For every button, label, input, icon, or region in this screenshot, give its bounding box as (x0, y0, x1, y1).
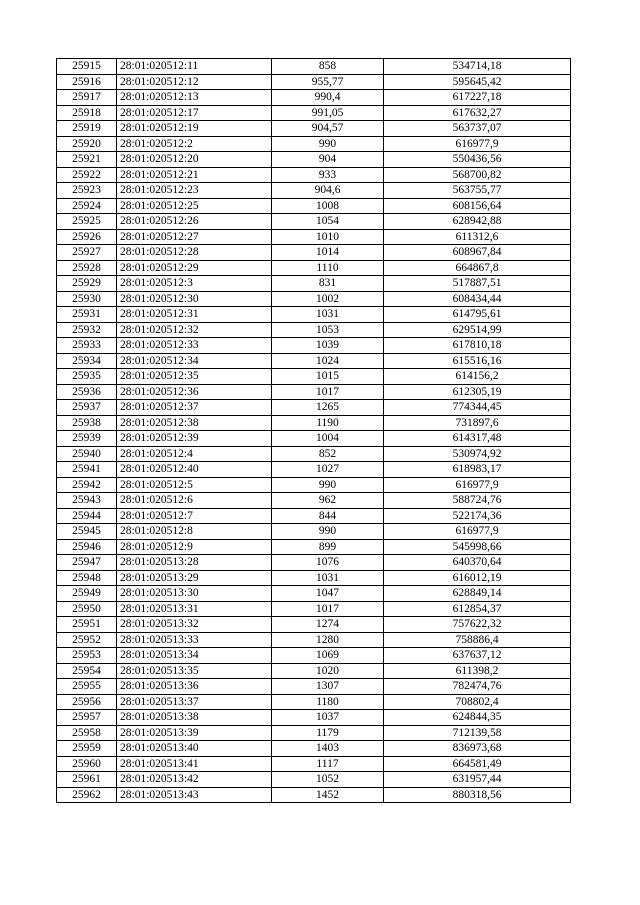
table-row (57, 183, 571, 199)
table-row (57, 648, 571, 664)
row-number-cell: 25945 (57, 524, 117, 540)
row-number-cell: 25926 (57, 229, 117, 245)
table-row (57, 136, 571, 152)
cadastral-value-cell: 836973,68 (384, 741, 571, 757)
row-number-cell: 25948 (57, 570, 117, 586)
row-number-cell: 25917 (57, 90, 117, 106)
cadastral-value-cell: 631957,44 (384, 772, 571, 788)
table-row (57, 741, 571, 757)
cadastral-number-cell: 28:01:020513:35 (117, 663, 272, 679)
cadastral-value-cell: 731897,6 (384, 415, 571, 431)
cadastral-number-cell: 28:01:020512:29 (117, 260, 272, 276)
area-cell: 1052 (272, 772, 384, 788)
area-cell: 1031 (272, 307, 384, 323)
row-number-cell: 25932 (57, 322, 117, 338)
cadastral-value-cell: 614156,2 (384, 369, 571, 385)
table-row (57, 338, 571, 354)
area-cell: 1002 (272, 291, 384, 307)
table-row (57, 772, 571, 788)
area-cell: 990 (272, 136, 384, 152)
area-cell: 1027 (272, 462, 384, 478)
cadastral-value-cell: 550436,56 (384, 152, 571, 168)
cadastral-value-cell: 758886,4 (384, 632, 571, 648)
cadastral-number-cell: 28:01:020512:3 (117, 276, 272, 292)
cadastral-number-cell: 28:01:020512:5 (117, 477, 272, 493)
table-row (57, 198, 571, 214)
table-row (57, 632, 571, 648)
row-number-cell: 25959 (57, 741, 117, 757)
area-cell: 858 (272, 59, 384, 75)
table-row (57, 601, 571, 617)
table-row (57, 725, 571, 741)
area-cell: 955,77 (272, 74, 384, 90)
area-cell: 844 (272, 508, 384, 524)
cadastral-number-cell: 28:01:020513:28 (117, 555, 272, 571)
row-number-cell: 25949 (57, 586, 117, 602)
table-row (57, 431, 571, 447)
area-cell: 1274 (272, 617, 384, 633)
table-row (57, 152, 571, 168)
cadastral-value-cell: 708802,4 (384, 694, 571, 710)
cadastral-value-cell: 534714,18 (384, 59, 571, 75)
area-cell: 1047 (272, 586, 384, 602)
row-number-cell: 25941 (57, 462, 117, 478)
row-number-cell: 25952 (57, 632, 117, 648)
area-cell: 1037 (272, 710, 384, 726)
row-number-cell: 25936 (57, 384, 117, 400)
cadastral-value-cell: 616012,19 (384, 570, 571, 586)
cadastral-number-cell: 28:01:020513:42 (117, 772, 272, 788)
area-cell: 904 (272, 152, 384, 168)
table-row (57, 787, 571, 803)
table-row (57, 400, 571, 416)
row-number-cell: 25935 (57, 369, 117, 385)
row-number-cell: 25929 (57, 276, 117, 292)
cadastral-number-cell: 28:01:020512:28 (117, 245, 272, 261)
row-number-cell: 25934 (57, 353, 117, 369)
cadastral-number-cell: 28:01:020512:38 (117, 415, 272, 431)
cadastral-number-cell: 28:01:020512:31 (117, 307, 272, 323)
cadastral-value-cell: 615516,16 (384, 353, 571, 369)
cadastral-number-cell: 28:01:020512:23 (117, 183, 272, 199)
cadastral-value-cell: 563737,07 (384, 121, 571, 137)
row-number-cell: 25928 (57, 260, 117, 276)
area-cell: 1403 (272, 741, 384, 757)
table-row (57, 570, 571, 586)
area-cell: 1054 (272, 214, 384, 230)
area-cell: 1020 (272, 663, 384, 679)
cadastral-value-cell: 640370,64 (384, 555, 571, 571)
cadastral-value-cell: 611312,6 (384, 229, 571, 245)
cadastral-value-cell: 608967,84 (384, 245, 571, 261)
row-number-cell: 25958 (57, 725, 117, 741)
cadastral-number-cell: 28:01:020513:36 (117, 679, 272, 695)
row-number-cell: 25951 (57, 617, 117, 633)
cadastral-value-cell: 616977,9 (384, 477, 571, 493)
table-row (57, 276, 571, 292)
row-number-cell: 25922 (57, 167, 117, 183)
cadastral-number-cell: 28:01:020513:41 (117, 756, 272, 772)
row-number-cell: 25921 (57, 152, 117, 168)
cadastral-value-cell: 616977,9 (384, 524, 571, 540)
cadastral-value-cell: 588724,76 (384, 493, 571, 509)
row-number-cell: 25933 (57, 338, 117, 354)
cadastral-value-cell: 608156,64 (384, 198, 571, 214)
area-cell: 831 (272, 276, 384, 292)
table-row (57, 105, 571, 121)
area-cell: 1307 (272, 679, 384, 695)
cadastral-number-cell: 28:01:020512:26 (117, 214, 272, 230)
row-number-cell: 25923 (57, 183, 117, 199)
row-number-cell: 25942 (57, 477, 117, 493)
area-cell: 1180 (272, 694, 384, 710)
table-row (57, 59, 571, 75)
table-row (57, 322, 571, 338)
cadastral-number-cell: 28:01:020513:37 (117, 694, 272, 710)
area-cell: 1031 (272, 570, 384, 586)
table-row (57, 121, 571, 137)
table-row (57, 555, 571, 571)
area-cell: 1110 (272, 260, 384, 276)
cadastral-number-cell: 28:01:020512:19 (117, 121, 272, 137)
cadastral-value-cell: 637637,12 (384, 648, 571, 664)
cadastral-value-cell: 629514,99 (384, 322, 571, 338)
cadastral-value-cell: 617227,18 (384, 90, 571, 106)
area-cell: 1015 (272, 369, 384, 385)
row-number-cell: 25961 (57, 772, 117, 788)
row-number-cell: 25953 (57, 648, 117, 664)
cadastral-value-cell: 712139,58 (384, 725, 571, 741)
row-number-cell: 25915 (57, 59, 117, 75)
row-number-cell: 25956 (57, 694, 117, 710)
cadastral-number-cell: 28:01:020512:12 (117, 74, 272, 90)
cadastral-value-table (56, 58, 571, 803)
row-number-cell: 25962 (57, 787, 117, 803)
row-number-cell: 25919 (57, 121, 117, 137)
table-row (57, 369, 571, 385)
area-cell: 1452 (272, 787, 384, 803)
cadastral-value-cell: 612854,37 (384, 601, 571, 617)
cadastral-number-cell: 28:01:020512:2 (117, 136, 272, 152)
cadastral-number-cell: 28:01:020513:29 (117, 570, 272, 586)
cadastral-number-cell: 28:01:020512:8 (117, 524, 272, 540)
cadastral-number-cell: 28:01:020513:30 (117, 586, 272, 602)
area-cell: 1117 (272, 756, 384, 772)
row-number-cell: 25947 (57, 555, 117, 571)
table-row (57, 307, 571, 323)
cadastral-number-cell: 28:01:020513:34 (117, 648, 272, 664)
table-row (57, 260, 571, 276)
table-row (57, 415, 571, 431)
cadastral-number-cell: 28:01:020512:7 (117, 508, 272, 524)
row-number-cell: 25946 (57, 539, 117, 555)
table-row (57, 446, 571, 462)
table-row (57, 229, 571, 245)
area-cell: 1053 (272, 322, 384, 338)
area-cell: 1076 (272, 555, 384, 571)
row-number-cell: 25938 (57, 415, 117, 431)
cadastral-number-cell: 28:01:020512:36 (117, 384, 272, 400)
cadastral-number-cell: 28:01:020512:35 (117, 369, 272, 385)
area-cell: 1017 (272, 384, 384, 400)
row-number-cell: 25920 (57, 136, 117, 152)
cadastral-number-cell: 28:01:020512:34 (117, 353, 272, 369)
cadastral-number-cell: 28:01:020513:43 (117, 787, 272, 803)
cadastral-value-cell: 618983,17 (384, 462, 571, 478)
cadastral-number-cell: 28:01:020512:9 (117, 539, 272, 555)
cadastral-number-cell: 28:01:020512:32 (117, 322, 272, 338)
cadastral-number-cell: 28:01:020512:30 (117, 291, 272, 307)
area-cell: 899 (272, 539, 384, 555)
cadastral-number-cell: 28:01:020513:32 (117, 617, 272, 633)
cadastral-number-cell: 28:01:020513:33 (117, 632, 272, 648)
row-number-cell: 25918 (57, 105, 117, 121)
cadastral-number-cell: 28:01:020512:25 (117, 198, 272, 214)
area-cell: 1004 (272, 431, 384, 447)
area-cell: 990 (272, 477, 384, 493)
table-row (57, 710, 571, 726)
table-row (57, 245, 571, 261)
table-row (57, 167, 571, 183)
table-row (57, 524, 571, 540)
row-number-cell: 25943 (57, 493, 117, 509)
row-number-cell: 25954 (57, 663, 117, 679)
table-row (57, 756, 571, 772)
cadastral-number-cell: 28:01:020512:6 (117, 493, 272, 509)
cadastral-value-cell: 530974,92 (384, 446, 571, 462)
area-cell: 962 (272, 493, 384, 509)
cadastral-value-cell: 595645,42 (384, 74, 571, 90)
cadastral-value-cell: 614795,61 (384, 307, 571, 323)
cadastral-value-cell: 612305,19 (384, 384, 571, 400)
table-row (57, 291, 571, 307)
table-row (57, 477, 571, 493)
table-row (57, 617, 571, 633)
table-row (57, 462, 571, 478)
area-cell: 1017 (272, 601, 384, 617)
cadastral-value-cell: 545998,66 (384, 539, 571, 555)
cadastral-number-cell: 28:01:020512:21 (117, 167, 272, 183)
area-cell: 990,4 (272, 90, 384, 106)
cadastral-number-cell: 28:01:020513:40 (117, 741, 272, 757)
area-cell: 1069 (272, 648, 384, 664)
cadastral-value-cell: 608434,44 (384, 291, 571, 307)
cadastral-value-cell: 611398,2 (384, 663, 571, 679)
cadastral-number-cell: 28:01:020512:37 (117, 400, 272, 416)
cadastral-value-cell: 616977,9 (384, 136, 571, 152)
area-cell: 1008 (272, 198, 384, 214)
table-body (57, 59, 571, 803)
row-number-cell: 25931 (57, 307, 117, 323)
cadastral-value-cell: 664867,8 (384, 260, 571, 276)
area-cell: 852 (272, 446, 384, 462)
table-row (57, 679, 571, 695)
cadastral-number-cell: 28:01:020512:13 (117, 90, 272, 106)
row-number-cell: 25957 (57, 710, 117, 726)
cadastral-number-cell: 28:01:020512:4 (117, 446, 272, 462)
area-cell: 1190 (272, 415, 384, 431)
cadastral-number-cell: 28:01:020513:39 (117, 725, 272, 741)
area-cell: 1010 (272, 229, 384, 245)
table-row (57, 493, 571, 509)
row-number-cell: 25937 (57, 400, 117, 416)
table-row (57, 694, 571, 710)
cadastral-value-cell: 757622,32 (384, 617, 571, 633)
row-number-cell: 25960 (57, 756, 117, 772)
cadastral-value-cell: 774344,45 (384, 400, 571, 416)
area-cell: 904,57 (272, 121, 384, 137)
cadastral-value-cell: 782474,76 (384, 679, 571, 695)
cadastral-value-cell: 624844,35 (384, 710, 571, 726)
cadastral-value-cell: 617632,27 (384, 105, 571, 121)
row-number-cell: 25944 (57, 508, 117, 524)
area-cell: 1179 (272, 725, 384, 741)
area-cell: 933 (272, 167, 384, 183)
cadastral-number-cell: 28:01:020512:33 (117, 338, 272, 354)
area-cell: 1014 (272, 245, 384, 261)
cadastral-value-cell: 617810,18 (384, 338, 571, 354)
cadastral-value-cell: 628942,88 (384, 214, 571, 230)
area-cell: 1265 (272, 400, 384, 416)
cadastral-value-cell: 664581,49 (384, 756, 571, 772)
area-cell: 1039 (272, 338, 384, 354)
table-row (57, 214, 571, 230)
row-number-cell: 25927 (57, 245, 117, 261)
table-row (57, 353, 571, 369)
cadastral-number-cell: 28:01:020512:20 (117, 152, 272, 168)
cadastral-number-cell: 28:01:020512:17 (117, 105, 272, 121)
row-number-cell: 25930 (57, 291, 117, 307)
cadastral-number-cell: 28:01:020512:40 (117, 462, 272, 478)
row-number-cell: 25925 (57, 214, 117, 230)
table-row (57, 384, 571, 400)
cadastral-number-cell: 28:01:020512:39 (117, 431, 272, 447)
row-number-cell: 25916 (57, 74, 117, 90)
table-row (57, 74, 571, 90)
row-number-cell: 25940 (57, 446, 117, 462)
table-row (57, 539, 571, 555)
cadastral-number-cell: 28:01:020513:31 (117, 601, 272, 617)
cadastral-value-cell: 563755,77 (384, 183, 571, 199)
cadastral-value-cell: 614317,48 (384, 431, 571, 447)
row-number-cell: 25924 (57, 198, 117, 214)
area-cell: 1024 (272, 353, 384, 369)
area-cell: 990 (272, 524, 384, 540)
cadastral-value-cell: 517887,51 (384, 276, 571, 292)
cadastral-value-cell: 522174,36 (384, 508, 571, 524)
cadastral-value-cell: 628849,14 (384, 586, 571, 602)
table-row (57, 508, 571, 524)
area-cell: 904,6 (272, 183, 384, 199)
cadastral-value-cell: 880318,56 (384, 787, 571, 803)
table-row (57, 586, 571, 602)
table-row (57, 663, 571, 679)
cadastral-number-cell: 28:01:020512:27 (117, 229, 272, 245)
table-row (57, 90, 571, 106)
row-number-cell: 25950 (57, 601, 117, 617)
area-cell: 991,05 (272, 105, 384, 121)
row-number-cell: 25939 (57, 431, 117, 447)
area-cell: 1280 (272, 632, 384, 648)
cadastral-number-cell: 28:01:020512:11 (117, 59, 272, 75)
cadastral-value-cell: 568700,82 (384, 167, 571, 183)
row-number-cell: 25955 (57, 679, 117, 695)
cadastral-number-cell: 28:01:020513:38 (117, 710, 272, 726)
